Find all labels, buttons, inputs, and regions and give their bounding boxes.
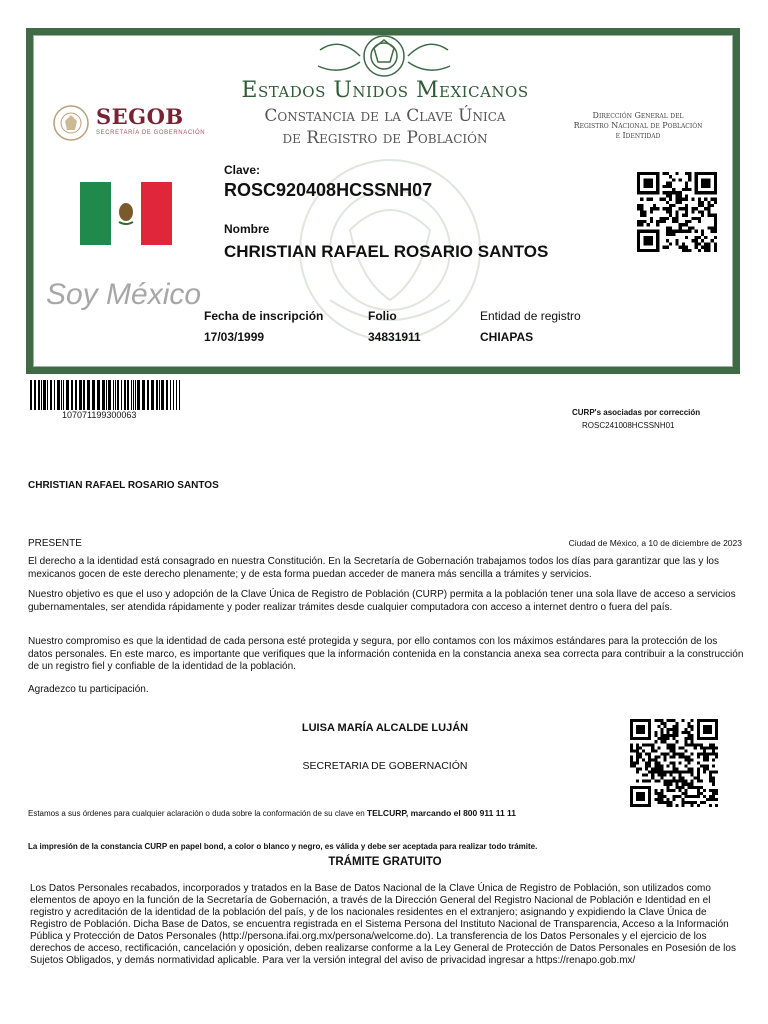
document-subtitle-2: de Registro de Población — [282, 128, 488, 148]
contact-text: Estamos a sus órdenes para cualquier aclaración o duda sobre la conformación de su clave en — [28, 809, 367, 818]
nombre-label: Nombre — [224, 222, 270, 236]
qr-code-letter — [630, 718, 718, 808]
mexico-flag — [80, 182, 172, 245]
presente-label: PRESENTE — [28, 538, 82, 549]
flag-eagle-icon — [117, 200, 135, 226]
dg-renapo-label: Dirección General del Registro Nacional de Población e Identidad — [573, 111, 703, 140]
telcurp-number: TELCURP, marcando el 800 911 11 11 — [366, 808, 517, 818]
segob-subtitle: SECRETARÍA DE GOBERNACIÓN — [96, 130, 206, 136]
nombre-value: CHRISTIAN RAFAEL ROSARIO SANTOS — [224, 242, 549, 261]
document-subtitle-1: Constancia de la Clave Única — [264, 106, 506, 126]
folio-label: Folio — [368, 309, 397, 323]
entidad-value: CHIAPAS — [480, 330, 534, 344]
privacy-notice: Los Datos Personales recabados, incorporados y tratados en la Base de Datos Nacional de la Clave Única de Registro de Población, son utilizados como elementos de apoyo en la función de la Secretaría de Gobernación, a través de la Dirección General del Registro Nacional de Población e Identidad en el registro y acreditación de la identidad de la población del país, y de los nacionales residentes en el extranjero; asignando y expidiendo la Clave Única de Registro de Población. Dicha Base de Datos, se encuentra registrada en el Sistema Persona del Instituto Nacional de Transparencia, Acceso a la Información Pública y Protección de Datos Personales (http://persona.ifai.org.mx/persona/welcome.do). La transferencia de los Datos Personales y el ejercicio de los derechos de acceso, rectificación, cancelación y oposición, deben realizarse conforme a la Ley General de Protección de Datos Personales en Posesión de los Sujetos Obligados, y demás normatividad aplicable. Para ver la versión integral del aviso de privacidad ingresar a https://renapo.gob.mx/ — [30, 883, 736, 966]
place-date: Ciudad de México, a 10 de diciembre de 2023 — [568, 538, 742, 548]
clave-label: Clave: — [224, 163, 261, 177]
paragraph-2: Nuestro objetivo es que el uso y adopción de la Clave Única de Registro de Población (CURP) permita a la población tener una sola llave de acceso a servicios gubernamentales, ser atendida rápidamente y poder realizar trámites desde cualquier computadora con acceso a internet dentro o fuera del país. — [28, 589, 736, 613]
barcode-number: 107071199300063 — [62, 410, 137, 420]
impresion-notice: La impresión de la constancia CURP en papel bond, a color o blanco y negro, es válida y debe ser aceptada para realizar todo trámite. — [28, 842, 538, 851]
contact-line — [28, 808, 516, 818]
curp-associated-value: ROSC241008HCSSNH01 — [582, 421, 675, 430]
tramite-gratuito: TRÁMITE GRATUITO — [328, 856, 442, 868]
fecha-inscripcion-label: Fecha de inscripción — [204, 309, 324, 323]
paragraph-1: El derecho a la identidad está consagrado en nuestra Constitución. En la Secretaría de Gobernación trabajamos todos los días para garantizar que las y los mexicanos gocen de este derecho plenamente; y de esta forma puedan acceder de manera más sencilla a trámites y servicios. — [28, 556, 719, 580]
recipient-name: CHRISTIAN RAFAEL ROSARIO SANTOS — [28, 480, 219, 491]
country-title: Estados Unidos Mexicanos — [241, 78, 529, 103]
folio-value: 34831911 — [368, 330, 421, 344]
national-emblem-top — [300, 26, 468, 86]
fecha-inscripcion-value: 17/03/1999 — [204, 330, 265, 344]
segob-seal-icon — [52, 104, 90, 142]
signer-name: LUISA MARÍA ALCALDE LUJÁN — [301, 722, 469, 734]
clave-value: ROSC920408HCSSNH07 — [224, 180, 433, 200]
soy-mexico-text: Soy México — [46, 278, 202, 311]
curp-associated-label: CURP's asociadas por corrección — [572, 408, 701, 417]
segob-logo: SEGOB — [96, 104, 184, 129]
barcode — [30, 380, 180, 410]
signer-role: SECRETARIA DE GOBERNACIÓN — [302, 760, 468, 772]
paragraph-4: Agradezco tu participación. — [28, 684, 149, 695]
paragraph-3: Nuestro compromiso es que la identidad de cada persona esté protegida y segura, por ello contamos con los máximos estándares para la protección de los datos personales. En este marco, es importante que verifiques que la información contenida en la constancia anexa sea correcta para contribuir a la construcción de un registro fiel y confiable de la identidad de la población. — [28, 636, 744, 672]
qr-code-certificate — [637, 172, 717, 252]
entidad-label: Entidad de registro — [480, 309, 581, 323]
